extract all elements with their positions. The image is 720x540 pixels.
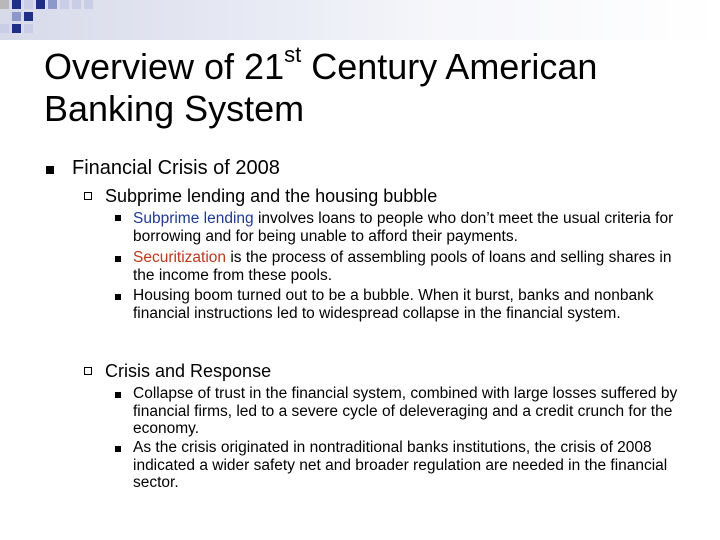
list-item-text: Housing boom turned out to be a bubble. When it burst, banks and nonbank financial instructions led to widespread collapse in the financial system.: [133, 287, 654, 322]
bullet-open-square-icon: [84, 192, 92, 200]
decor-square: [24, 24, 33, 33]
title-text-line2: Banking System: [44, 88, 305, 129]
bullet-small-square-icon: [115, 446, 121, 452]
decor-square: [84, 0, 93, 9]
list-item-text: involves loans to people who don’t meet the usual criteria for borrowing and for being unable to afford their payments.: [133, 210, 674, 245]
subsection-heading: Subprime lending and the housing bubble: [105, 186, 438, 206]
decor-square: [12, 12, 21, 21]
bullet-square-icon: [46, 166, 54, 174]
list-item: [133, 249, 683, 284]
bullet-small-square-icon: [115, 215, 121, 221]
decor-square: [24, 0, 33, 9]
subsection-heading: Crisis and Response: [105, 361, 272, 381]
decor-square: [24, 12, 33, 21]
term-highlight: Securitization: [133, 249, 227, 266]
decor-square: [48, 0, 57, 9]
title-text-part1: Overview of 21: [44, 46, 285, 87]
list-item-text: As the crisis originated in nontraditional banks institutions, the crisis of 2008 indicated a wider safety net and broader regulation are needed in the financial sector.: [133, 439, 668, 491]
list-item: [133, 385, 683, 438]
list-item-text: is the process of assembling pools of loans and selling shares in the income from these pools.: [133, 249, 672, 284]
list-item-text: Collapse of trust in the financial system, combined with large losses suffered by financial firms, led to a severe cycle of deleveraging and a credit crunch for the economy.: [133, 385, 678, 437]
section-heading: Financial Crisis of 2008: [72, 157, 280, 179]
bullet-small-square-icon: [115, 256, 121, 262]
title-text-part2: Century American: [301, 46, 598, 87]
header-square-pattern: [0, 0, 720, 40]
decor-square: [36, 0, 45, 9]
slide-title: [44, 42, 704, 130]
list-item: [133, 210, 683, 245]
list-item: [133, 287, 683, 322]
decor-square: [60, 0, 69, 9]
decor-square: [0, 0, 9, 9]
decor-square: [0, 24, 9, 33]
decor-square: [12, 0, 21, 9]
bullet-small-square-icon: [115, 392, 121, 398]
list-item: [133, 439, 683, 492]
term-highlight: Subprime lending: [133, 210, 254, 227]
bullet-open-square-icon: [84, 367, 92, 375]
title-superscript: st: [284, 42, 302, 67]
bullet-small-square-icon: [115, 294, 121, 300]
decor-square: [72, 0, 81, 9]
decor-square: [12, 24, 21, 33]
